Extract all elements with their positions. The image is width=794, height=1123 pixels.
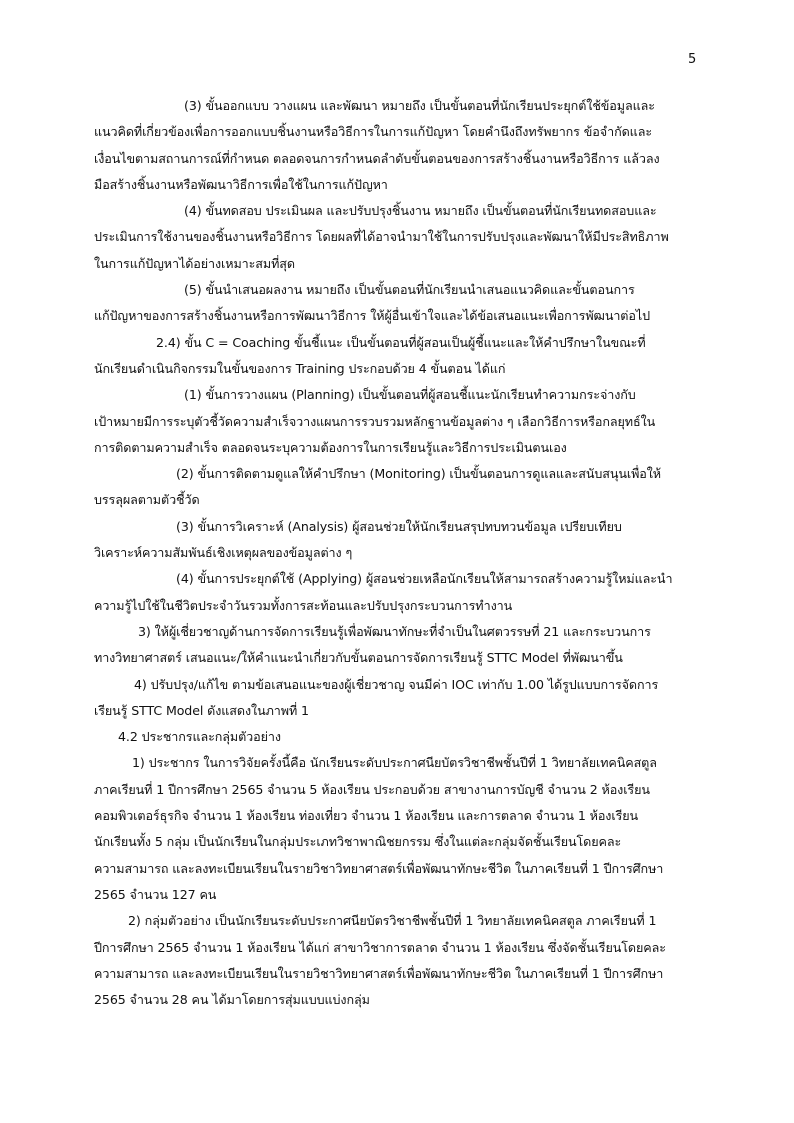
paragraph-line: แนวคิดที่เกี่ยวข้องเพื่อการออกแบบชิ้นงานหรือวิธีการในการแก้ปัญหา โดยคำนึงถึงทรัพยากร ข้อจำกัดและ <box>94 124 652 140</box>
paragraph-line: ความสามารถ และลงทะเบียนเรียนในรายวิชาวิทยาศาสตร์เพื่อพัฒนาทักษะชีวิต ในภาคเรียนที่ 1 ปีการศึกษา <box>94 860 664 876</box>
paragraph-line: นักเรียนทั้ง 5 กลุ่ม เป็นนักเรียนในกลุ่มประเภทวิชาพาณิชยกรรม ซึ่งในแต่ละกลุ่มจัดชั้นเรียนโดยคละ <box>94 834 622 850</box>
paragraph <box>94 724 700 750</box>
paragraph-first-line: 2) กลุ่มตัวอย่าง เป็นนักเรียนระดับประกาศนียบัตรวิชาชีพชั้นปีที่ 1 วิทยาลัยเทคนิคสตูล ภาคเรียนที่ 1 <box>128 913 657 929</box>
paragraph-line: การติดตามความสำเร็จ ตลอดจนระบุความต้องการในการเรียนรู้และวิธีการประเมินตนเอง <box>94 439 567 455</box>
paragraph-first-line: (5) ขั้นนำเสนอผลงาน หมายถึง เป็นขั้นตอนที่นักเรียนนำเสนอแนวคิดและขั้นตอนการ <box>184 282 635 298</box>
paragraph-first-line: 3) ให้ผู้เชี่ยวชาญด้านการจัดการเรียนรู้เพื่อพัฒนาทักษะที่จำเป็นในศตวรรษที่ 21 และกระบวนการ <box>138 623 651 639</box>
paragraph <box>94 461 700 514</box>
paragraph <box>94 566 700 619</box>
paragraph-line: นักเรียนดำเนินกิจกรรมในขั้นของการ Training ประกอบด้วย 4 ขั้นตอน ได้แก่ <box>94 360 506 376</box>
paragraph-line: ปีการศึกษา 2565 จำนวน 1 ห้องเรียน ได้แก่ สาขาวิชาการตลาด จำนวน 1 ห้องเรียน ซึ่งจัดชั้นเรียนโดยคละ <box>94 939 666 955</box>
paragraph-line: ภาคเรียนที่ 1 ปีการศึกษา 2565 จำนวน 5 ห้องเรียน ประกอบด้วย สาขางานการบัญชี จำนวน 2 ห้องเรียน <box>94 781 650 797</box>
paragraph <box>94 672 700 725</box>
page-number: 5 <box>688 52 697 67</box>
paragraph-line: ในการแก้ปัญหาได้อย่างเหมาะสมที่สุด <box>94 255 295 271</box>
paragraph-line: 2565 จำนวน 28 คน ได้มาโดยการสุ่มแบบแบ่งกลุ่ม <box>94 992 370 1008</box>
paragraph-line: 2565 จำนวน 127 คน <box>94 886 217 902</box>
paragraph-line: ความรู้ไปใช้ในชีวิตประจำวันรวมทั้งการสะท้อนและปรับปรุงกระบวนการทำงาน <box>94 597 513 613</box>
paragraph-line: เรียนรู้ STTC Model ดังแสดงในภาพที่ 1 <box>94 702 309 718</box>
paragraph-line: ประเมินการใช้งานของชิ้นงานหรือวิธีการ โดยผลที่ได้อาจนำมาใช้ในการปรับปรุงและพัฒนาให้มีประสิทธิภาพ <box>94 229 669 245</box>
paragraph-first-line: (2) ขั้นการติดตามดูแลให้คำปรึกษา (Monitoring) เป็นขั้นตอนการดูแลและสนับสนุนเพื่อให้ <box>176 466 661 482</box>
paragraph-line: ทางวิทยาศาสตร์ เสนอแนะ/ให้คำแนะนำเกี่ยวกับขั้นตอนการจัดการเรียนรู้ STTC Model ที่พัฒนาขึ้น <box>94 650 623 666</box>
paragraph <box>94 514 700 567</box>
paragraph <box>94 382 700 461</box>
paragraph <box>94 330 700 383</box>
paragraph-line: มือสร้างชิ้นงานหรือพัฒนาวิธีการเพื่อใช้ในการแก้ปัญหา <box>94 176 388 192</box>
body-text <box>94 93 700 1013</box>
paragraph <box>94 908 700 1013</box>
paragraph-first-line: 4) ปรับปรุง/แก้ไข ตามข้อเสนอแนะของผู้เชี่ยวชาญ จนมีค่า IOC เท่ากับ 1.00 ได้รูปแบบการจัดการ <box>134 676 659 692</box>
paragraph <box>94 93 700 198</box>
paragraph-line: คอมพิวเตอร์ธุรกิจ จำนวน 1 ห้องเรียน ท่องเที่ยว จำนวน 1 ห้องเรียน และการตลาด จำนวน 1 ห้องเรียน <box>94 808 639 824</box>
paragraph <box>94 750 700 908</box>
paragraph-first-line: (3) ขั้นการวิเคราะห์ (Analysis) ผู้สอนช่วยให้นักเรียนสรุปทบทวนข้อมูล เปรียบเทียบ <box>176 518 622 534</box>
paragraph <box>94 619 700 672</box>
paragraph-first-line: (4) ขั้นทดสอบ ประเมินผล และปรับปรุงชิ้นงาน หมายถึง เป็นขั้นตอนที่นักเรียนทดสอบและ <box>184 203 657 219</box>
paragraph-line: วิเคราะห์ความสัมพันธ์เชิงเหตุผลของข้อมูลต่าง ๆ <box>94 545 353 561</box>
paragraph-first-line: (3) ขั้นออกแบบ วางแผน และพัฒนา หมายถึง เป็นขั้นตอนที่นักเรียนประยุกต์ใช้ข้อมูลและ <box>184 98 655 113</box>
paragraph-line: แก้ปัญหาของการสร้างชิ้นงานหรือการพัฒนาวิธีการ ให้ผู้อื่นเข้าใจและได้ข้อเสนอแนะเพื่อการพัฒนาต่อไป <box>94 308 650 324</box>
paragraph <box>94 277 700 330</box>
paragraph-line: ความสามารถ และลงทะเบียนเรียนในรายวิชาวิทยาศาสตร์เพื่อพัฒนาทักษะชีวิต ในภาคเรียนที่ 1 ปีการศึกษา <box>94 965 664 981</box>
paragraph-first-line: 4.2 ประชากรและกลุ่มตัวอย่าง <box>118 729 281 745</box>
paragraph-line: เป้าหมายมีการระบุตัวชี้วัดความสำเร็จวางแผนการรวบรวมหลักฐานข้อมูลต่าง ๆ เลือกวิธีการหรือกลยุทธ์ใน <box>94 413 656 429</box>
paragraph-first-line: (1) ขั้นการวางแผน (Planning) เป็นขั้นตอนที่ผู้สอนชี้แนะนักเรียนทำความกระจ่างกับ <box>184 387 636 403</box>
paragraph-first-line: 2.4) ขั้น C = Coaching ขั้นชี้แนะ เป็นขั้นตอนที่ผู้สอนเป็นผู้ชี้แนะและให้คำปรึกษาในขณะที่ <box>156 334 646 350</box>
paragraph-line: บรรลุผลตามตัวชี้วัด <box>94 492 200 508</box>
paragraph-line: เงื่อนไขตามสถานการณ์ที่กำหนด ตลอดจนการกำหนดลำดับขั้นตอนของการสร้างชิ้นงานหรือวิธีการ แล้วลง <box>94 150 660 166</box>
paragraph-first-line: 1) ประชากร ในการวิจัยครั้งนี้คือ นักเรียนระดับประกาศนียบัตรวิชาชีพชั้นปีที่ 1 วิทยาลัยเทคนิคสตูล <box>132 755 657 771</box>
paragraph-first-line: (4) ขั้นการประยุกต์ใช้ (Applying) ผู้สอนช่วยเหลือนักเรียนให้สามารถสร้างความรู้ใหม่และนำ <box>176 571 673 587</box>
paragraph <box>94 198 700 277</box>
